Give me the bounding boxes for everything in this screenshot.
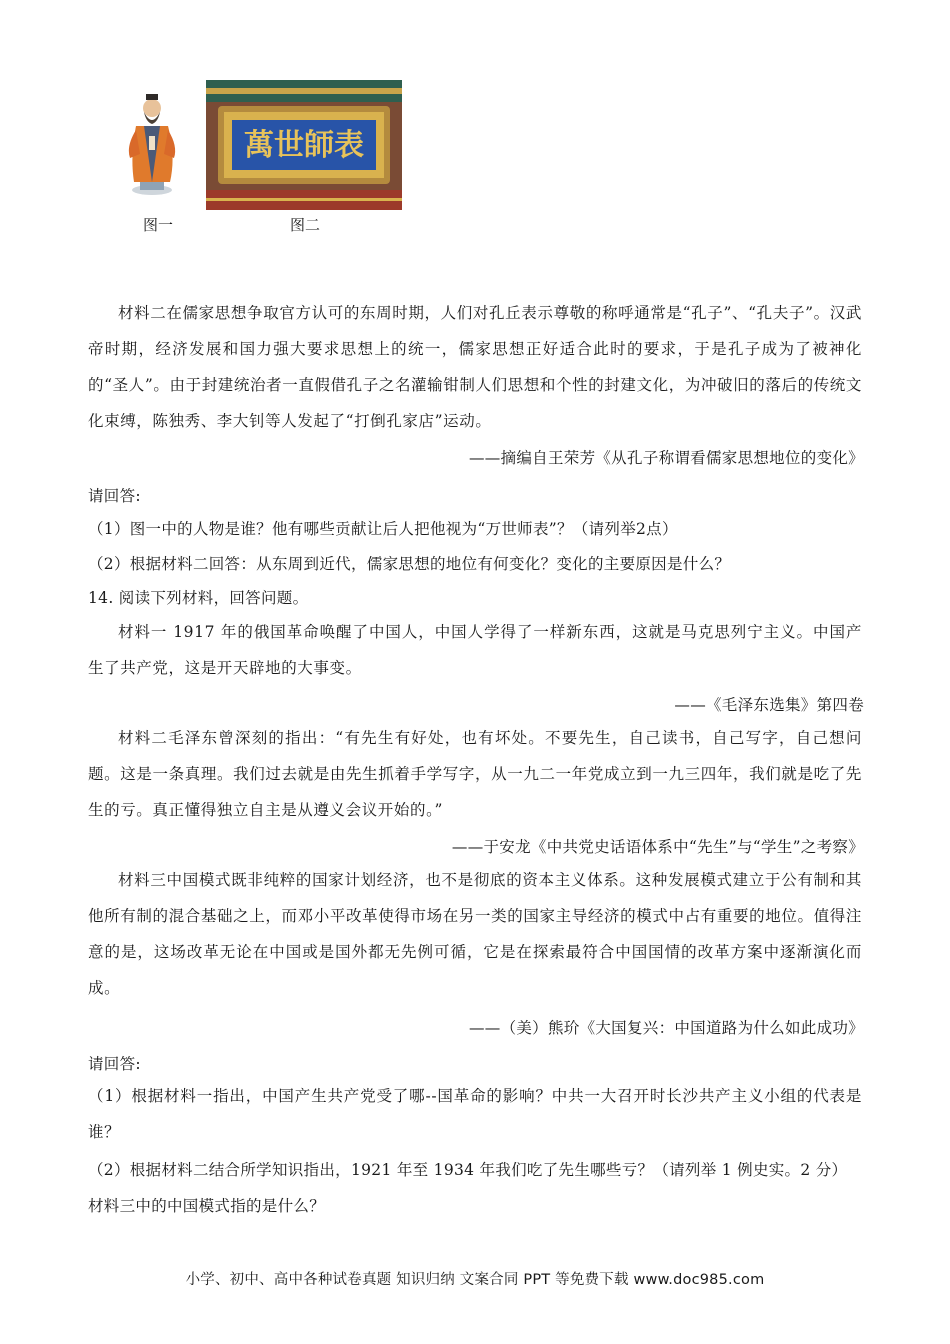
q14-material3-source: ——（美）熊玠《大国复兴：中国道路为什么如此成功》 <box>468 1019 864 1037</box>
confucius-figure-image <box>122 86 182 196</box>
q13-material2-text: 材料二在儒家思想争取官方认可的东周时期，人们对孔丘表示尊敬的称呼通常是“孔子”、“孔夫子”。汉武帝时期，经济发展和国力强大要求思想上的统一，儒家思想正好适合此时的要求，于是孔子成为了被神化的“圣人”。由于封建统治者一直假借孔子之名灌输钳制人们思想和个性的封建文化，为冲破旧的落后的传统文化束缚，陈独秀、李大钊等人发起了“打倒孔家店”运动。 <box>88 304 862 430</box>
q14-material2-source: ——于安龙《中共党史话语体系中“先生”与“学生”之考察》 <box>451 838 864 856</box>
q14-material2-text: 材料二毛泽东曾深刻的指出：“有先生有好处，也有坏处。不要先生，自己读书，自己写字，自己想问题。这是一条真理。我们过去就是由先生抓着手学写字，从一九二一年党成立到一九三四年，我们就是吃了先生的亏。真正懂得独立自主是从遵义会议开始的。” <box>88 729 862 819</box>
q14-material1-text: 材料一 1917 年的俄国革命唤醒了中国人，中国人学得了一样新东西，这就是马克思列宁主义。中国产生了共产党，这是开天辟地的大事变。 <box>88 623 862 677</box>
q14-title: 14. 阅读下列材料，回答问题。 <box>88 589 309 607</box>
q14-material1-source: ——《毛泽东选集》第四卷 <box>674 696 864 714</box>
figure1-caption: 图一 <box>143 216 174 234</box>
plaque-image <box>206 80 402 210</box>
q14-material3-text: 材料三中国模式既非纯粹的国家计划经济，也不是彻底的资本主义体系。这种发展模式建立于公有制和其他所有制的混合基础之上，而邓小平改革使得市场在另一类的国家主导经济的模式中占有重要的地位。值得注意的是，这场改革无论在中国或是国外都无先例可循，它是在探索最符合中国国情的改革方案中逐渐演化而成。 <box>88 871 862 997</box>
q14-prompt: 请回答: <box>88 1055 141 1073</box>
q14-question-3: 材料三中的中国模式指的是什么？ <box>88 1197 326 1215</box>
plaque-text: 萬世師表 <box>244 128 364 163</box>
q14-question-2: （2）根据材料二结合所学知识指出，1921 年至 1934 年我们吃了先生哪些亏？（请列举 1 例史实。2 分） <box>88 1161 848 1179</box>
q14-question-1: （1）根据材料一指出，中国产生共产党受了哪--国革命的影响？中共一大召开时长沙共产主义小组的代表是谁？ <box>88 1087 862 1141</box>
q13-material2-source: ——摘编自王荣芳《从孔子称谓看儒家思想地位的变化》 <box>468 449 864 467</box>
q13-prompt: 请回答: <box>88 487 141 505</box>
figure2-caption: 图二 <box>290 216 321 234</box>
page-footer: 小学、初中、高中各种试卷真题 知识归纳 文案合同 PPT 等免费下载 www.doc985.com <box>185 1272 765 1288</box>
q13-question-1: （1）图一中的人物是谁？他有哪些贡献让后人把他视为“万世师表”？（请列举2点） <box>88 520 678 538</box>
q13-question-2: （2）根据材料二回答：从东周到近代，儒家思想的地位有何变化？变化的主要原因是什么？ <box>88 555 731 573</box>
